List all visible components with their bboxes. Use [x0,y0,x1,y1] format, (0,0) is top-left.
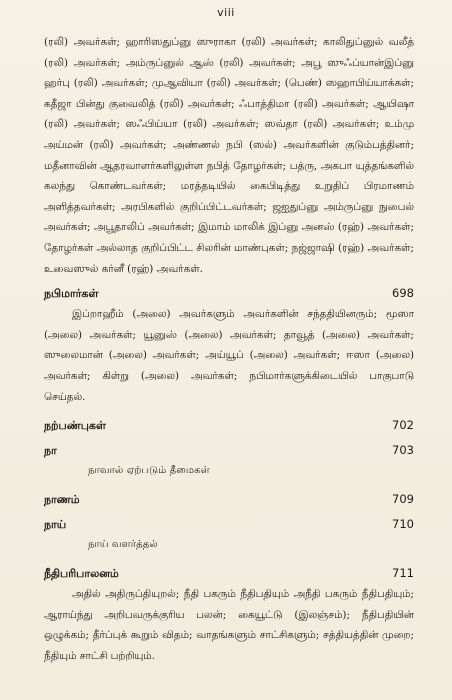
entry-description: அதில் அதிருப்தியுறல்; நீதி பகரும் நீதிபதியும் அநீதி பகரும் நீதிபதியும்; ஆராய்ந்து அறிபவருக்குரிய பலன்; கையூட்டு (இலஞ்சம்); நீதிபதியின் ஒழுக்கம்; தீர்ப்புக் கூறும் விதம்; வாதங்களும் சாட்சிகளும்; சத்தியத்தின் முறை; நீதியும் சாட்சி பற்றியும். [44,588,414,662]
index-content [44,32,414,666]
index-entry-heading [44,514,414,535]
entry-page-number: 698 [392,286,414,301]
entry-title: நபிமார்கள் [44,287,99,301]
index-entry-heading [44,563,414,584]
entry-page-number: 711 [392,566,414,581]
entry-description: நாவால் ஏற்படும் தீமைகள் [88,465,210,477]
entry-page-number: 702 [392,418,414,433]
entry-title: நீதிபரிபாலனம் [44,567,119,581]
index-entry-heading [44,489,414,510]
entry-description: நாய் வளர்த்தல் [88,539,158,551]
entry-page-number: 703 [392,443,414,458]
entry-page-number: 709 [392,492,414,507]
index-entry-heading [44,283,414,304]
entry-title: நற்பண்புகள் [44,419,106,433]
index-entry-heading [44,440,414,461]
page-number: viii [217,6,235,19]
intro-paragraph: (ரலி) அவர்கள்; ஹாரிஸதுப்னு ஸுராகா (ரலி) அவர்கள்; காலிதுப்னுல் வலீத் (ரலி) அவர்கள்; அம்ருப்னுல் ஆஸ் (ரலி) அவர்கள்; அபூ ஸுஃப்யான்இப்னு ஹர்பு (ரலி) அவர்கள்; முஆவியா (ரலி) அவர்கள்; (பெண்) ஸஹாபிய்யாக்கள்; கதீஜா பின்து குவைலித் (ரலி) அவர்கள்; ஃபாத்திமா (ரலி) அவர்கள்; ஆயிஷா (ரலி) அவர்கள்; ஸஃபிய்யா (ரலி) அவர்கள்; ஸவ்தா (ரலி) அவர்கள்; உம்மு அய்மன் (ரலி) அவர்கள்; அண்ணல் நபி (ஸல்) அவர்களின் குடும்பத்தினர்; மதீனாவின் ஆதரவாளர்களிலுள்ள நபித் தோழர்கள்; பத்ரு, அகபா யுத்தங்களில் கலந்து கொண்டவர்கள்; மரத்தடியில் கைபிடித்து உறுதிப் பிரமாணம் அளித்தவர்கள்; அரபிகளில் குறிப்பிட்டவர்கள்; ஜஐதுப்னு அம்ருப்னு நுபைல் அவர்கள்; அபூதாலிப் அவர்கள்; இமாம் மாலிக் இப்னு அனஸ் (ரஹ்) அவர்கள்; தோழர்கள் அல்லாத குறிப்பிட்ட சிலரின் மாண்புகள்; நஜ்ஜாஷி (ரஹ்) அவர்கள்; உவைஸுல் கர்னீ (ரஹ்) அவர்கள். [44,36,414,275]
index-entry-heading [44,415,414,436]
entry-title: நா [44,444,57,458]
entry-description: இப்றாஹீம் (அலை) அவர்களும் அவர்களின் சந்ததியினரும்; மூஸா (அலை) அவர்கள்; யூனுஸ் (அலை) அவர்கள்; தாவூத் (அலை) அவர்கள்; ஸுலைமான் (அலை) அவர்கள்; அய்யூப் (அலை) அவர்கள்; ஈஸா (அலை) அவர்கள்; கிள்று (அலை) அவர்கள்; நபிமார்களுக்கிடையில் பாகுபாடு செய்தல். [44,308,414,403]
entry-title: நாய் [44,518,67,532]
entry-title: நாணம் [44,493,80,507]
entry-page-number: 710 [392,517,414,532]
